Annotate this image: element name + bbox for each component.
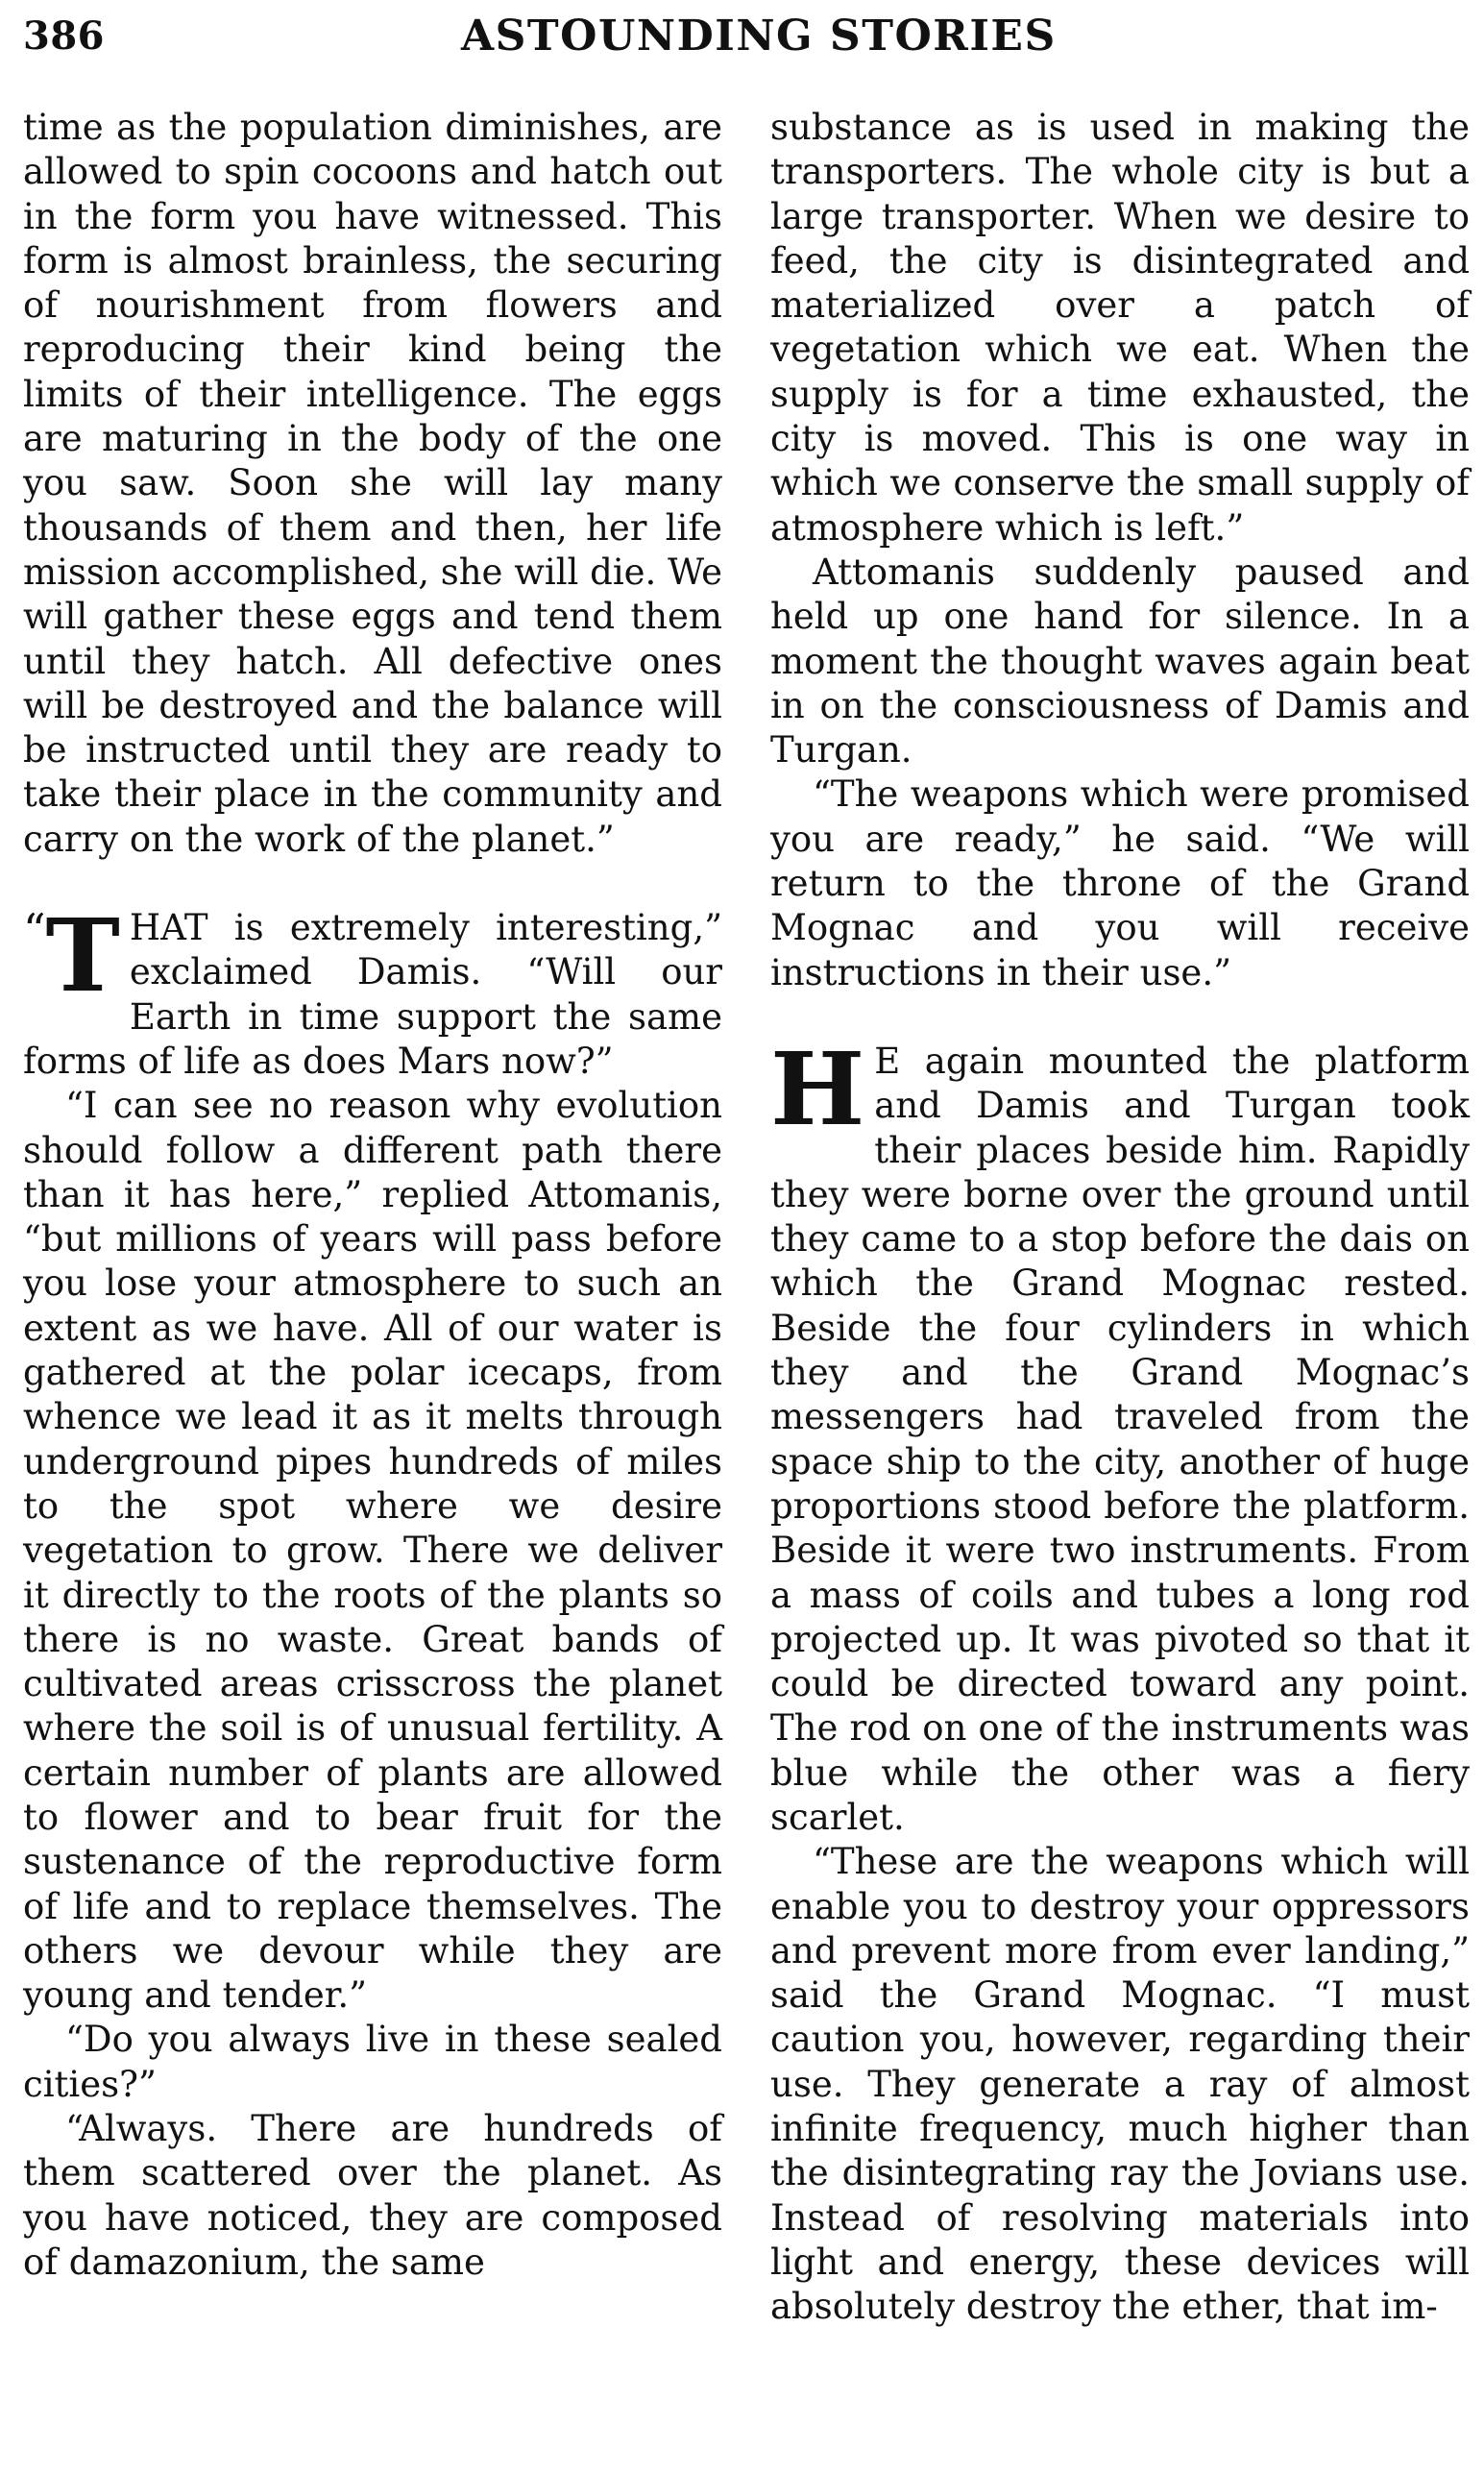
- section-paragraph: [23, 896, 722, 1084]
- drop-cap: T: [45, 896, 120, 1016]
- paragraph: “Always. There are hundreds of them scattered over the planet. As you have noticed, they are composed of damazonium, the same: [23, 2108, 722, 2283]
- paragraph-text: HAT is extremely interesting,” exclaimed Damis. “Will our Earth in time support the same forms of life as does Mars now?”: [23, 907, 722, 1082]
- paragraph: substance as is used in making the transporters. The whole city is but a large transporter. When we desire to feed, the city is disintegrated and materialized over a patch of vegetation which we eat. When the supply is for a time exhausted, the city is moved. This is one way in which we conserve the small supply of atmosphere which is left.”: [770, 107, 1470, 549]
- opening-quote: “: [23, 904, 46, 957]
- page-header: [0, 0, 1484, 91]
- paragraph-text: E again mounted the platform and Damis and Turgan took their places beside him. Rapidly they were borne over the ground until they came to a stop before the dais on which the Grand Mognac rested. Beside the four cylinders in which they and the Grand Mognac’s messengers had traveled from the space ship to the city, another of huge proportions stood before the platform. Beside it were two instruments. From a mass of coils and tubes a long rod projected up. It was pivoted so that it could be directed toward any point. The rod on one of the instruments was blue while the other was a fiery scarlet.: [770, 1040, 1470, 1838]
- paragraph: “These are the weapons which will enable you to destroy your oppressors and prevent more from ever landing,” said the Grand Mognac. “I must caution you, however, regarding their use. They generate a ray of almost infinite frequency, much higher than the disintegrating ray the Jovians use. Instead of resolving materials into light and energy, these devices will absolutely destroy the ether, that im-: [770, 1841, 1470, 2328]
- drop-cap: H: [770, 1029, 865, 1148]
- paragraph: “I can see no reason why evolution should follow a different path there than it has here,” replied Attomanis, “but millions of years will pass before you lose your atmosphere to such an extent as we have. All of our water is gathered at the polar icecaps, from whence we lead it as it melts through underground pipes hundreds of miles to the spot where we desire vegetation to grow. There we deliver it directly to the roots of the plants so there is no waste. Great bands of cultivated areas crisscross the planet where the soil is of unusual fertility. A certain number of plants are allowed to flower and to bear fruit for the sustenance of the reproductive form of life and to replace themselves. The others we devour while they are young and tender.”: [23, 1085, 722, 2017]
- right-column: [770, 106, 1470, 2330]
- section-paragraph: [770, 1029, 1470, 1840]
- paragraph: “Do you always live in these sealed cities?”: [23, 2019, 722, 2105]
- paragraph: time as the population diminishes, are allowed to spin cocoons and hatch out in the form you have witnessed. This form is almost brainless, the securing of nourishment from flowers and reproducing their kind being the limits of their intelligence. The eggs are maturing in the body of the one you saw. Soon she will lay many thousands of them and then, her life mission accomplished, she will die. We will gather these eggs and tend them until they hatch. All defective ones will be destroyed and the balance will be instructed until they are ready to take their place in the community and carry on the work of the planet.”: [23, 107, 722, 860]
- paragraph: Attomanis suddenly paused and held up one hand for silence. In a moment the thought waves again beat in on the consciousness of Damis and Turgan.: [770, 551, 1470, 772]
- left-column: [23, 106, 722, 2285]
- paragraph: “The weapons which were promised you are ready,” he said. “We will return to the throne of the Grand Mognac and you will receive instructions in their use.”: [770, 773, 1470, 993]
- running-head: ASTOUNDING STORIES: [461, 12, 1057, 61]
- page-number: 386: [23, 13, 105, 59]
